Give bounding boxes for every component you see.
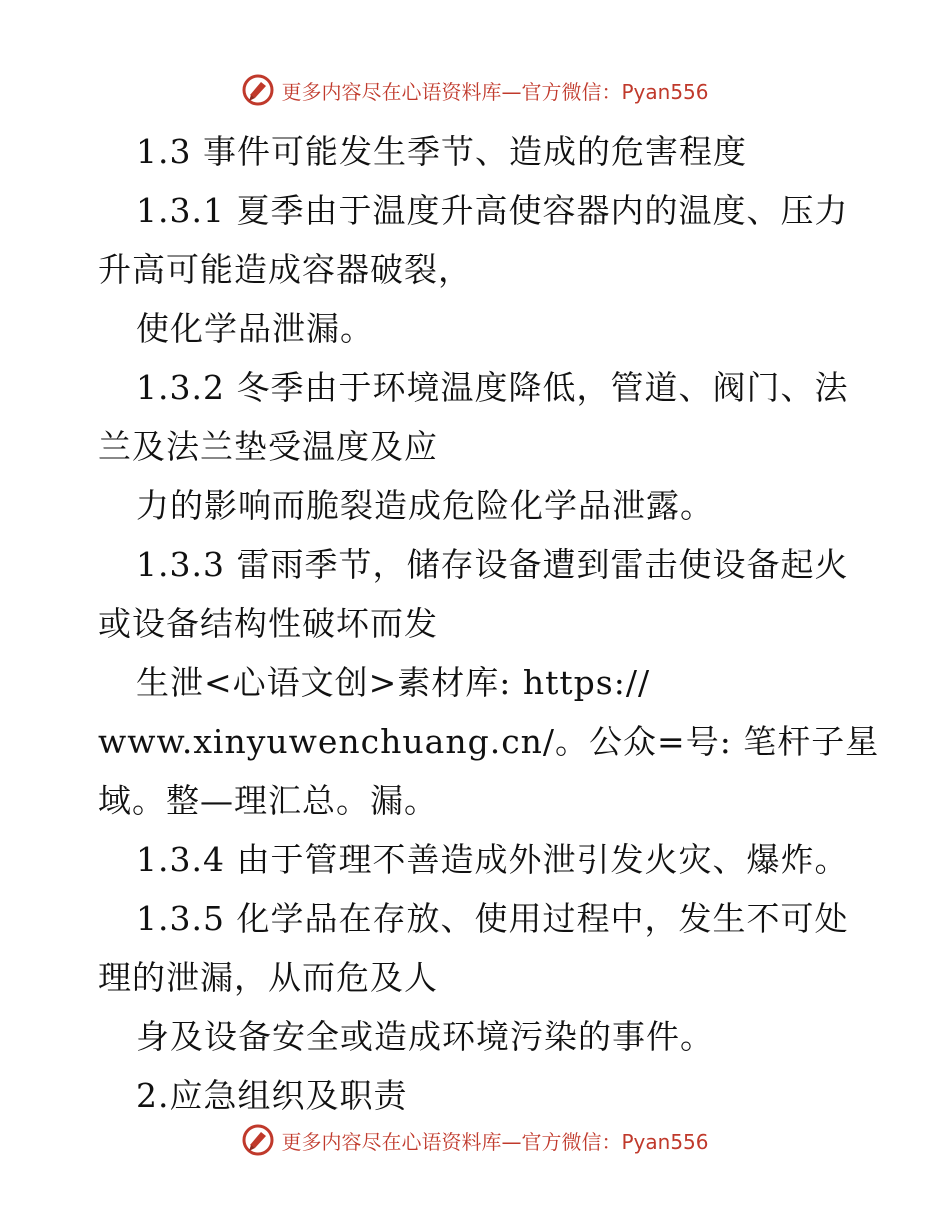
brand-logo-icon	[241, 1123, 275, 1157]
text-line: 域。整—理汇总。漏。	[98, 781, 438, 820]
banner-text	[281, 76, 708, 105]
text-line: 身及设备安全或造成环境污染的事件。	[136, 1017, 714, 1056]
footer-banner	[0, 1120, 950, 1160]
text-line: 使化学品泄漏。	[136, 309, 374, 348]
banner-handle: Pyan556	[621, 1129, 709, 1154]
text-line: 力的影响而脆裂造成危险化学品泄露。	[136, 486, 714, 525]
banner-handle: Pyan556	[621, 79, 709, 104]
text-line: 或设备结构性破坏而发	[98, 604, 438, 643]
text-line: www.xinyuwenchuang.cn/。公众=号: 笔杆子星	[98, 722, 880, 761]
text-line: 1.3.2 冬季由于环境温度降低，管道、阀门、法	[136, 368, 849, 407]
banner-site-name: 更多内容尽在心语资料库	[281, 79, 502, 104]
text-line: 1.3.1 夏季由于温度升高使容器内的温度、压力	[136, 191, 849, 230]
text-line: 理的泄漏，从而危及人	[98, 958, 438, 997]
banner-wechat-label: 官方微信：	[521, 79, 622, 104]
text-line: 1.3.4 由于管理不善造成外泄引发火灾、爆炸。	[136, 840, 849, 879]
text-line: 升高可能造成容器破裂，	[98, 250, 472, 289]
text-line: 兰及法兰垫受温度及应	[98, 427, 438, 466]
banner-dash: —	[501, 1129, 522, 1154]
text-line: 1.3 事件可能发生季节、造成的危害程度	[136, 132, 747, 171]
banner-text	[281, 1126, 708, 1155]
header-banner	[0, 70, 950, 110]
text-line: 生泄<心语文创>素材库: https://	[136, 663, 651, 702]
text-line: 1.3.5 化学品在存放、使用过程中，发生不可处	[136, 899, 849, 938]
text-line: 2.应急组织及职责	[136, 1076, 408, 1115]
document-body	[98, 122, 880, 1125]
brand-logo-icon	[241, 73, 275, 107]
banner-dash: —	[501, 79, 522, 104]
text-line: 1.3.3 雷雨季节，储存设备遭到雷击使设备起火	[136, 545, 849, 584]
banner-wechat-label: 官方微信：	[521, 1129, 622, 1154]
banner-site-name: 更多内容尽在心语资料库	[281, 1129, 502, 1154]
